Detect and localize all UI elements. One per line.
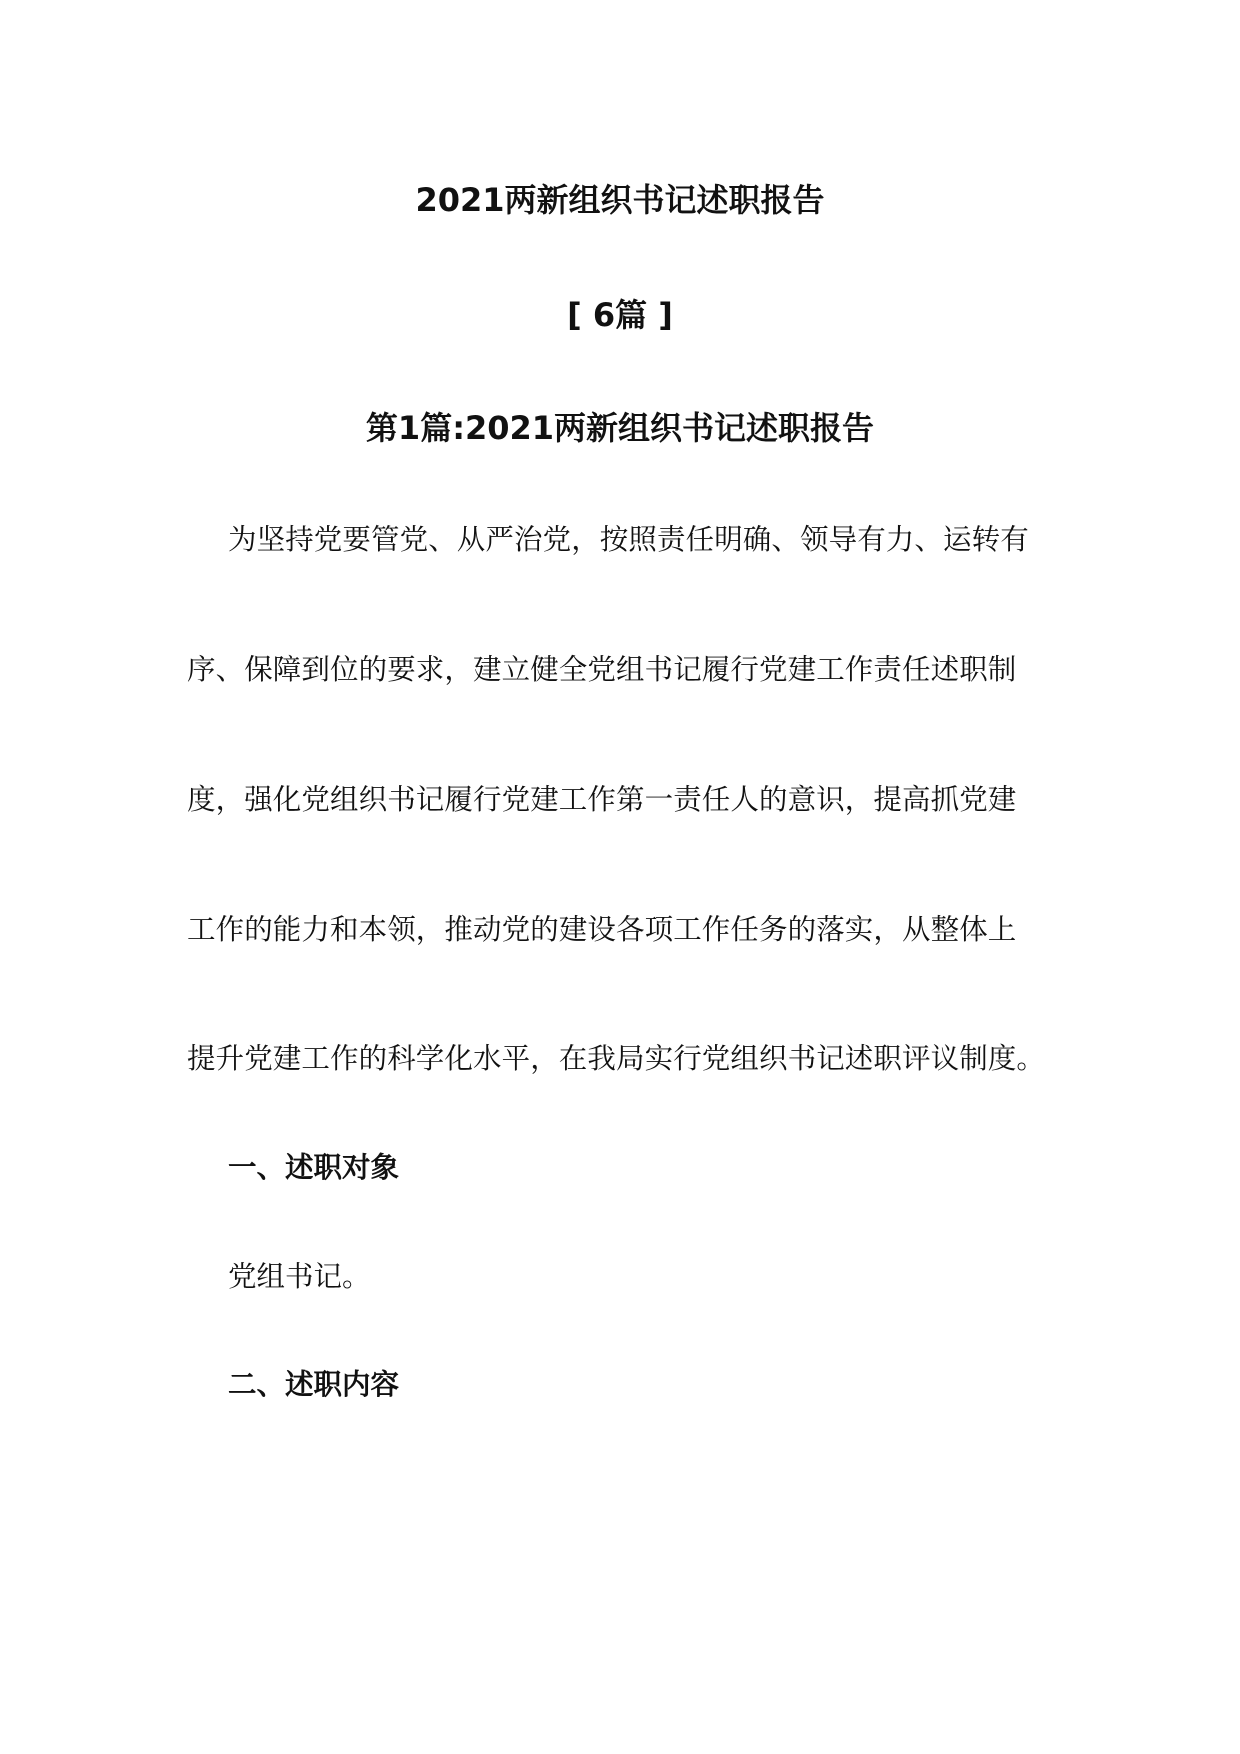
section-content: 党组书记。 (228, 1260, 371, 1293)
section-heading: 一、述职对象 (228, 1151, 400, 1184)
document-title: 2021两新组织书记述职报告 (415, 181, 825, 219)
article-count-label: [ 6篇 ] (567, 296, 673, 334)
paragraph-line: 为坚持党要管党、从严治党，按照责任明确、领导有力、运转有 (228, 523, 1029, 556)
section-heading: 二、述职内容 (228, 1368, 400, 1401)
paragraph-line: 度，强化党组织书记履行党建工作第一责任人的意识，提高抓党建 (187, 783, 1017, 816)
paragraph-line: 提升党建工作的科学化水平，在我局实行党组织书记述职评议制度。 (187, 1042, 1046, 1075)
paragraph-line: 工作的能力和本领，推动党的建设各项工作任务的落实，从整体上 (187, 913, 1017, 946)
part-title: 第1篇:2021两新组织书记述职报告 (365, 409, 875, 447)
paragraph-line: 序、保障到位的要求，建立健全党组书记履行党建工作责任述职制 (187, 653, 1017, 686)
